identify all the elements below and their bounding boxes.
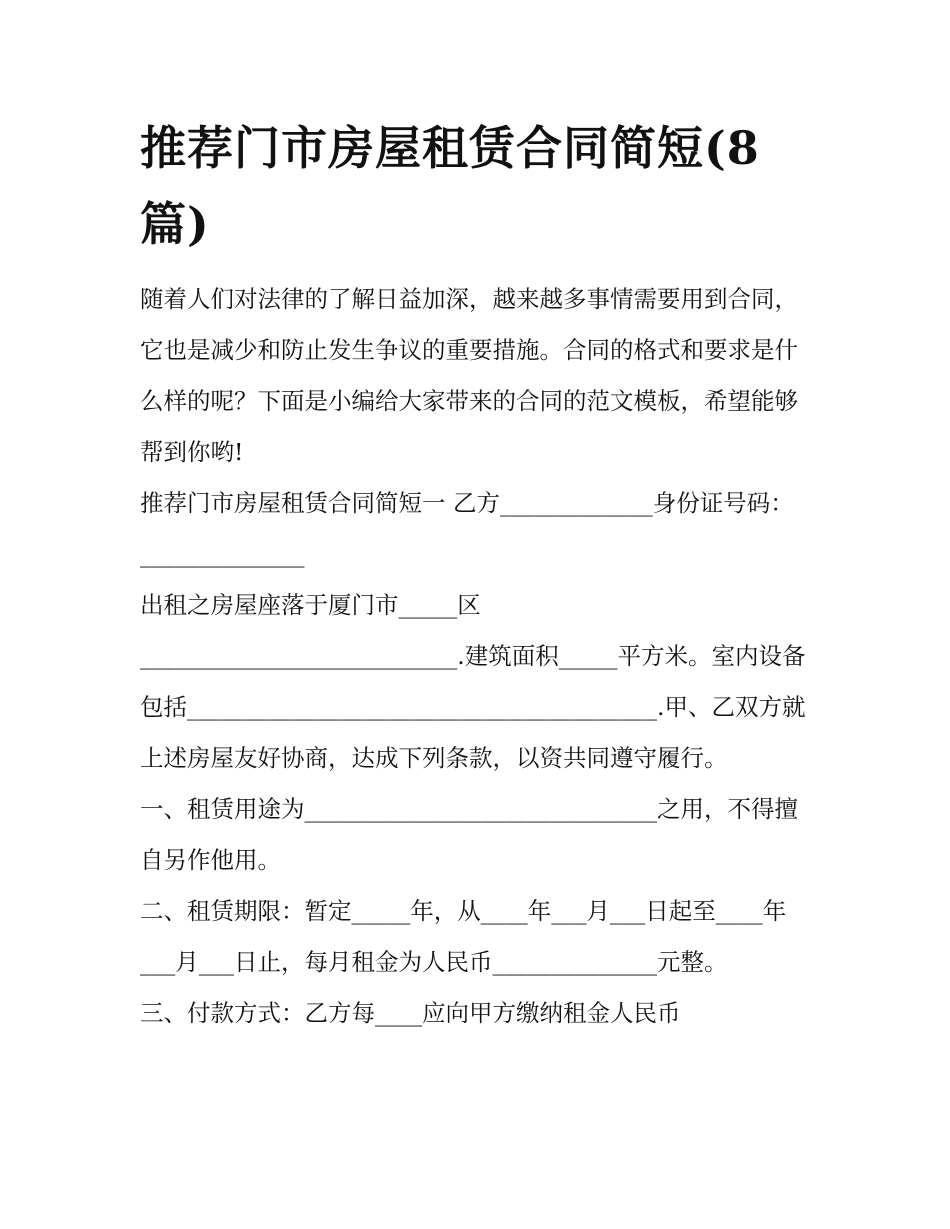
document-title: 推荐门市房屋租赁合同简短(8篇) (140, 121, 760, 251)
contract-paragraph-5: 二、租赁期限：暂定_____年，从____年___月___日起至____年___月___日止，每月租金为人民币______________元整。 (140, 897, 787, 976)
document-body (140, 110, 816, 1039)
contract-paragraph-2: 出租之房屋座落于厦门市_____区 (140, 591, 481, 619)
intro-paragraph: 随着人们对法律的了解日益加深，越来越多事情需要用到合同，它也是减少和防止发生争议的重要措施。合同的格式和要求是什么样的呢？下面是小编给大家带来的合同的范文模板，希望能够帮到你哟! (140, 285, 798, 466)
contract-paragraph-1: 推荐门市房屋租赁合同简短一 乙方_____________身份证号码：______________ (140, 489, 794, 568)
contract-paragraph-4: 一、租赁用途为______________________________之用，不得擅自另作他用。 (140, 795, 798, 874)
contract-paragraph-3: ___________________________.建筑面积_____平方米。室内设备包括________________________________________.甲、乙双方就上述房屋友好协商，达成下列条款，以资共同遵守履行。 (140, 642, 806, 772)
contract-paragraph-6: 三、付款方式：乙方每____应向甲方缴纳租金人民币 (140, 999, 681, 1027)
